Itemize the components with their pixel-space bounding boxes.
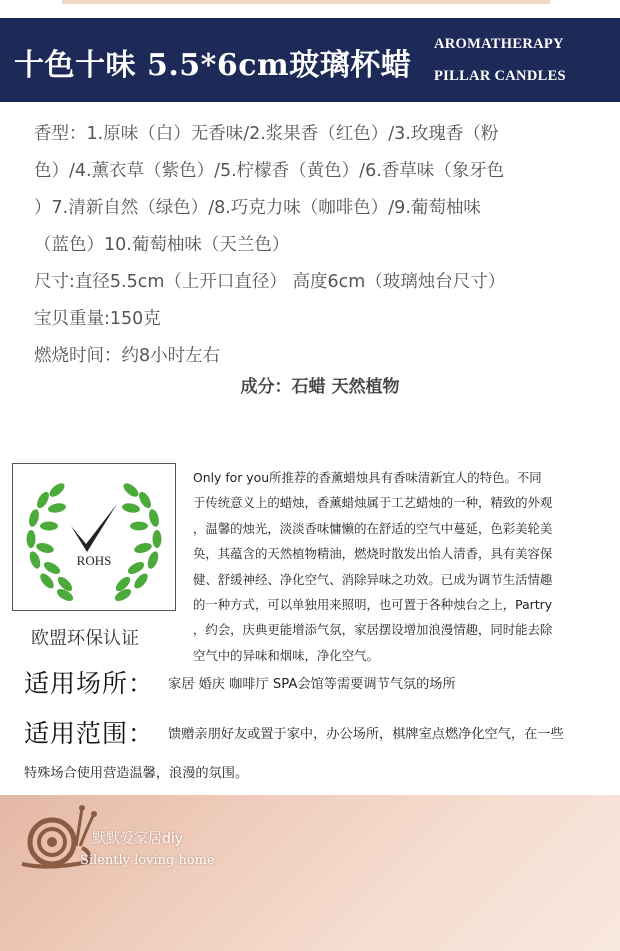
brand-name-en: Silently loving home <box>80 853 215 868</box>
rohs-logo-text: ROHS <box>76 553 112 568</box>
description-line-3: ，温馨的烛光，淡淡香味慵懒的在舒适的空气中蔓延，色彩美轮美 <box>193 520 553 536</box>
rohs-laurel-icon <box>13 464 175 610</box>
product-specs <box>34 116 606 375</box>
weight-spec: 宝贝重量:150克 <box>34 309 161 329</box>
burn-time-spec: 燃烧时间：约8小时左右 <box>34 346 221 366</box>
suitable-places-heading: 适用场所： <box>24 669 155 698</box>
suitable-scope-text: 馈赠亲朋好友或置于家中，办公场所，棋牌室点燃净化空气，在一些 <box>168 726 564 742</box>
brand-footer <box>0 795 620 951</box>
banner-title-cn: 十色十味 5.5*6cm玻璃杯蜡 <box>14 48 412 83</box>
top-decorative-strip <box>62 0 550 4</box>
scent-line-3: ）7.清新自然（绿色）/8.巧克力味（咖啡色）/9.葡萄柚味 <box>34 198 481 218</box>
scent-line-4: （蓝色）10.葡萄柚味（天兰色） <box>34 235 290 255</box>
suitable-scope-heading: 适用范围： <box>24 719 155 748</box>
description-line-1: Only for you所推荐的香薰蜡烛具有香味清新宜人的特色。不同 <box>193 470 542 485</box>
scent-line-1: 香型：1.原味（白）无香味/2.浆果香（红色）/3.玫瑰香（粉 <box>34 124 499 144</box>
rohs-logo <box>12 463 176 611</box>
suitable-scope-text-continued: 特殊场合使用营造温馨，浪漫的氛围。 <box>24 766 249 781</box>
banner-title-en-line1: AROMATHERAPY <box>434 36 564 52</box>
brand-name-cn: 默默爱家居diy <box>92 831 184 847</box>
description-line-2: 于传统意义上的蜡烛，香薰蜡烛属于工艺蜡烛的一种，精致的外观 <box>193 495 553 511</box>
banner-title-en-line2: PILLAR CANDLES <box>434 68 566 84</box>
product-description <box>193 465 605 668</box>
size-spec: 尺寸:直径5.5cm（上开口直径） 高度6cm（玻璃烛台尺寸） <box>34 272 506 292</box>
ingredients-line: 成分：石蜡 天然植物 <box>240 377 400 397</box>
suitable-places <box>24 664 456 700</box>
eu-certification-label: 欧盟环保认证 <box>31 628 139 649</box>
suitable-scope <box>24 714 564 750</box>
suitable-places-text: 家居 婚庆 咖啡厅 SPA会馆等需要调节气氛的场所 <box>168 676 456 692</box>
description-line-8: 空气中的异味和烟味，净化空气。 <box>193 647 379 663</box>
title-banner <box>0 18 620 102</box>
description-line-7: ，约会，庆典更能增添气氛，家居摆设增加浪漫情趣，同时能去除 <box>193 622 553 638</box>
description-line-5: 健、舒缓神经、净化空气、消除异味之功效。已成为调节生活情趣 <box>193 571 553 587</box>
description-line-6: 的一种方式，可以单独用来照明，也可置于各种烛台之上，Partry <box>193 597 553 613</box>
scent-line-2: 色）/4.薰衣草（紫色）/5.柠檬香（黄色）/6.香草味（象牙色 <box>34 161 505 181</box>
description-line-4: 奂，其蕴含的天然植物精油，燃烧时散发出怡人清香，具有美容保 <box>193 546 553 562</box>
